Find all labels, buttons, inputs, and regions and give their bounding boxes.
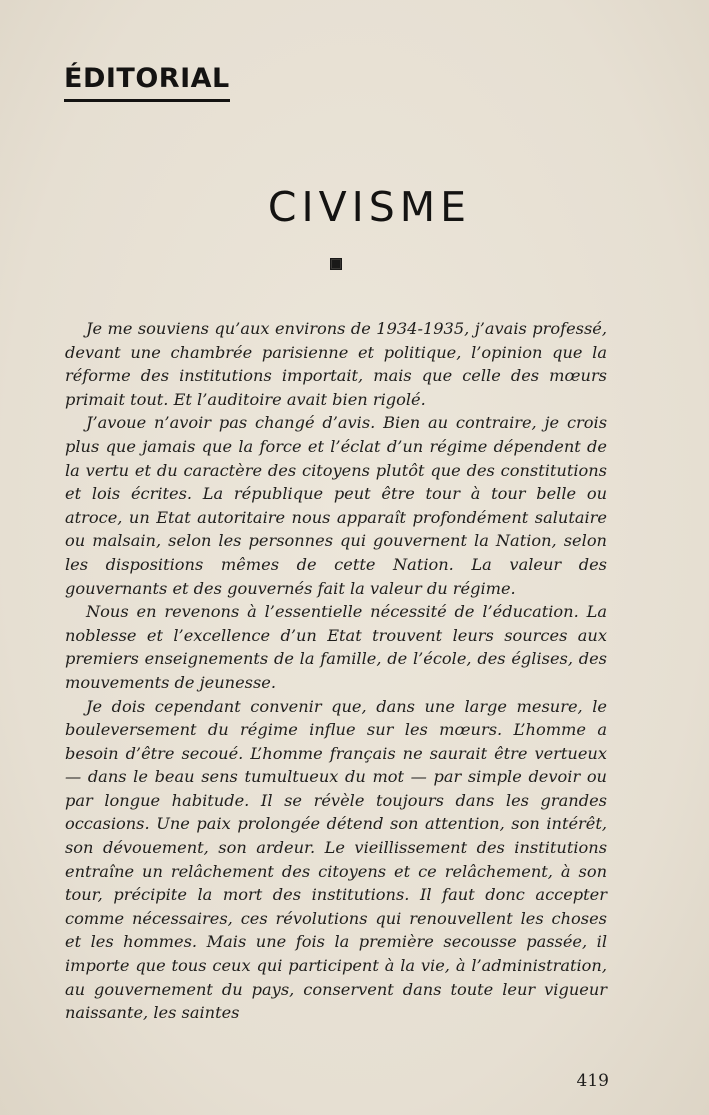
article-body: [65, 317, 607, 1025]
article-title: CIVISME: [267, 183, 472, 231]
paragraph-3: Nous en revenons à l’essentielle nécessité de l’éducation. La noblesse et l’excellence d’un Etat trouvent leurs sources aux premiers enseignements de la famille, de l’école, des églises, des mouvements de jeunesse.: [65, 602, 607, 692]
paragraph-2: J’avoue n’avoir pas changé d’avis. Bien au contraire, je crois plus que jamais que la force et l’éclat d’un régime dépendent de la vertu et du caractère des citoyens plutôt que des constitutions et lois écrites. La république peut être tour à tour belle ou atroce, un Etat autoritaire nous apparaît profondément salutaire ou malsain, selon les personnes qui gouvernent la Nation, selon les dispositions mêmes de cette Nation. La valeur des gouvernants et des gouvernés fait la valeur du régime.: [65, 413, 607, 598]
paragraph-1: Je me souviens qu’aux environs de 1934-1935, j’avais professé, devant une chambrée parisienne et politique, l’opinion que la réforme des institutions importait, mais que celle des mœurs primait tout. Et l’auditoire avait bien rigolé.: [65, 319, 607, 409]
section-label: ÉDITORIAL: [64, 62, 230, 102]
title-ornament-square-icon: [330, 258, 342, 270]
paragraph-4: Je dois cependant convenir que, dans une large mesure, le bouleversement du régime influe sur les mœurs. L’homme a besoin d’être secoué. L’homme français ne saurait être vertueux — dans le beau sens tumultueux du mot — par simple devoir ou par longue habitude. Il se révèle toujours dans les grandes occasions. Une paix prolongée détend son attention, son intérêt, son dévouement, son ardeur. Le vieillissement des institutions entraîne un relâchement des citoyens et ce relâchement, à son tour, précipite la mort des institutions. Il faut donc accepter comme nécessaires, ces révolutions qui renouvellent les choses et les hommes. Mais une fois la première secousse passée, il importe que tous ceux qui participent à la vie, à l’administration, au gouvernement du pays, conservent dans toute leur vigueur naissante, les saintes: [65, 696, 607, 1023]
page-number: 419: [576, 1071, 609, 1091]
